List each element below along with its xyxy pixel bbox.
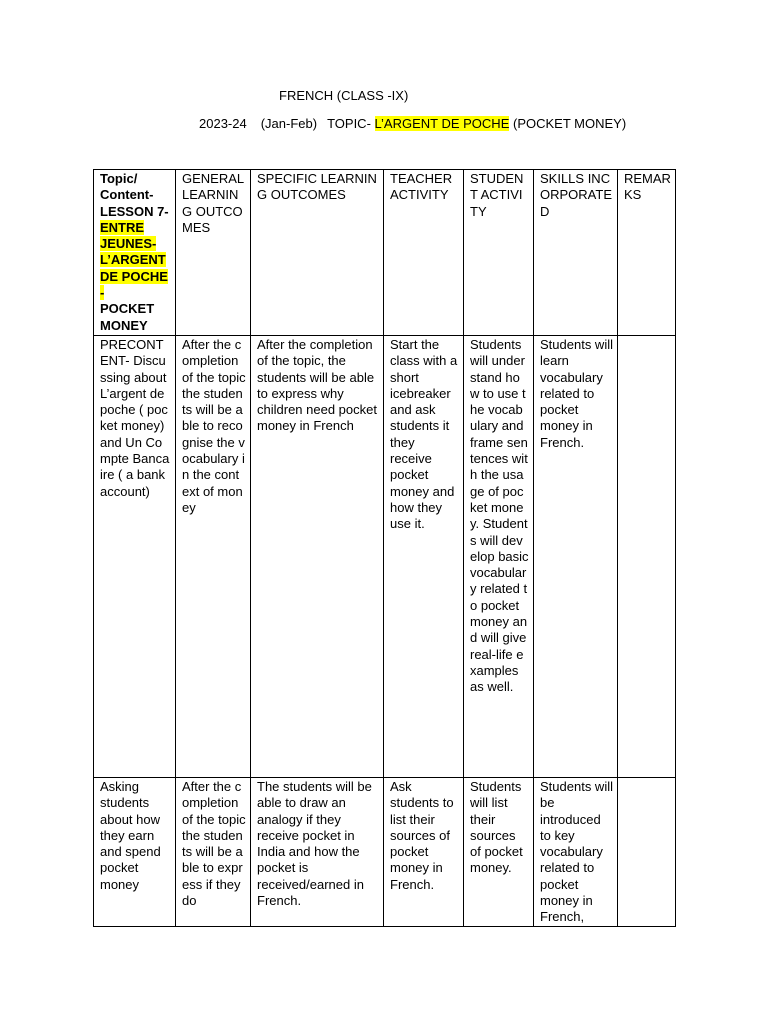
cell-teacher: Ask students to list their sources of pocket money in French. <box>384 778 464 927</box>
header-skills-incorporated: SKILLS INCORPORATED <box>534 170 618 336</box>
period: (Jan-Feb) <box>260 116 318 131</box>
cell-teacher: Start the class with a short icebreaker and ask students it they receive pocket money and how they use it. <box>384 336 464 778</box>
table-row <box>94 778 676 927</box>
cell-topic: Asking students about how they earn and spend pocket money <box>94 778 176 927</box>
header-topic: Topic/ Content- LESSON 7- ENTRE JEUNES- L’ARGENT DE POCHE- POCKET MONEY <box>94 170 176 336</box>
cell-specific: After the completion of the topic, the students will be able to express why children need pocket money in French <box>251 336 384 778</box>
header-teacher-activity: TEACHER ACTIVITY <box>384 170 464 336</box>
cell-remarks <box>618 336 676 778</box>
topic-highlight: L’ARGENT DE POCHE <box>374 116 510 131</box>
header-student-activity: STUDENT ACTIVITY <box>464 170 534 336</box>
header-general-learning-outcomes: GENERAL LEARNING OUTCOMES <box>176 170 251 336</box>
cell-general: After the completion of the topic the students will be able to recognise the vocabulary in the context of money <box>176 336 251 778</box>
cell-general: After the completion of the topic the students will be able to express if they do <box>176 778 251 927</box>
topic-prefix: TOPIC- <box>327 116 375 131</box>
table-header-row <box>94 170 676 336</box>
topic-suffix: (POCKET MONEY) <box>509 116 627 131</box>
cell-specific: The students will be able to draw an analogy if they receive pocket in India and how the pocket is received/earned in French. <box>251 778 384 927</box>
table-row <box>94 336 676 778</box>
cell-skills: Students will learn vocabulary related to pocket money in French. <box>534 336 618 778</box>
lesson-plan-table <box>93 169 676 927</box>
cell-topic: PRECONTENT- Discussing about L’argent de poche ( pocket money) and Un Compte Bancaire ( a bank account) <box>94 336 176 778</box>
header-specific-learning-outcomes: SPECIFIC LEARNING OUTCOMES <box>251 170 384 336</box>
academic-year: 2023-24 <box>199 116 247 131</box>
cell-skills: Students will be introduced to key vocabulary related to pocket money in French, <box>534 778 618 927</box>
cell-student: Students will list their sources of pocket money. <box>464 778 534 927</box>
header-remarks: REMARKS <box>618 170 676 336</box>
document-subtitle <box>199 116 626 131</box>
cell-student: Students will understand how to use the vocabulary and frame sentences with the usage of pocket money. Students will develop basic vocabulary related to pocket money and will give real-life examples as well. <box>464 336 534 778</box>
document-title: FRENCH (CLASS -IX) <box>279 88 409 103</box>
cell-remarks <box>618 778 676 927</box>
